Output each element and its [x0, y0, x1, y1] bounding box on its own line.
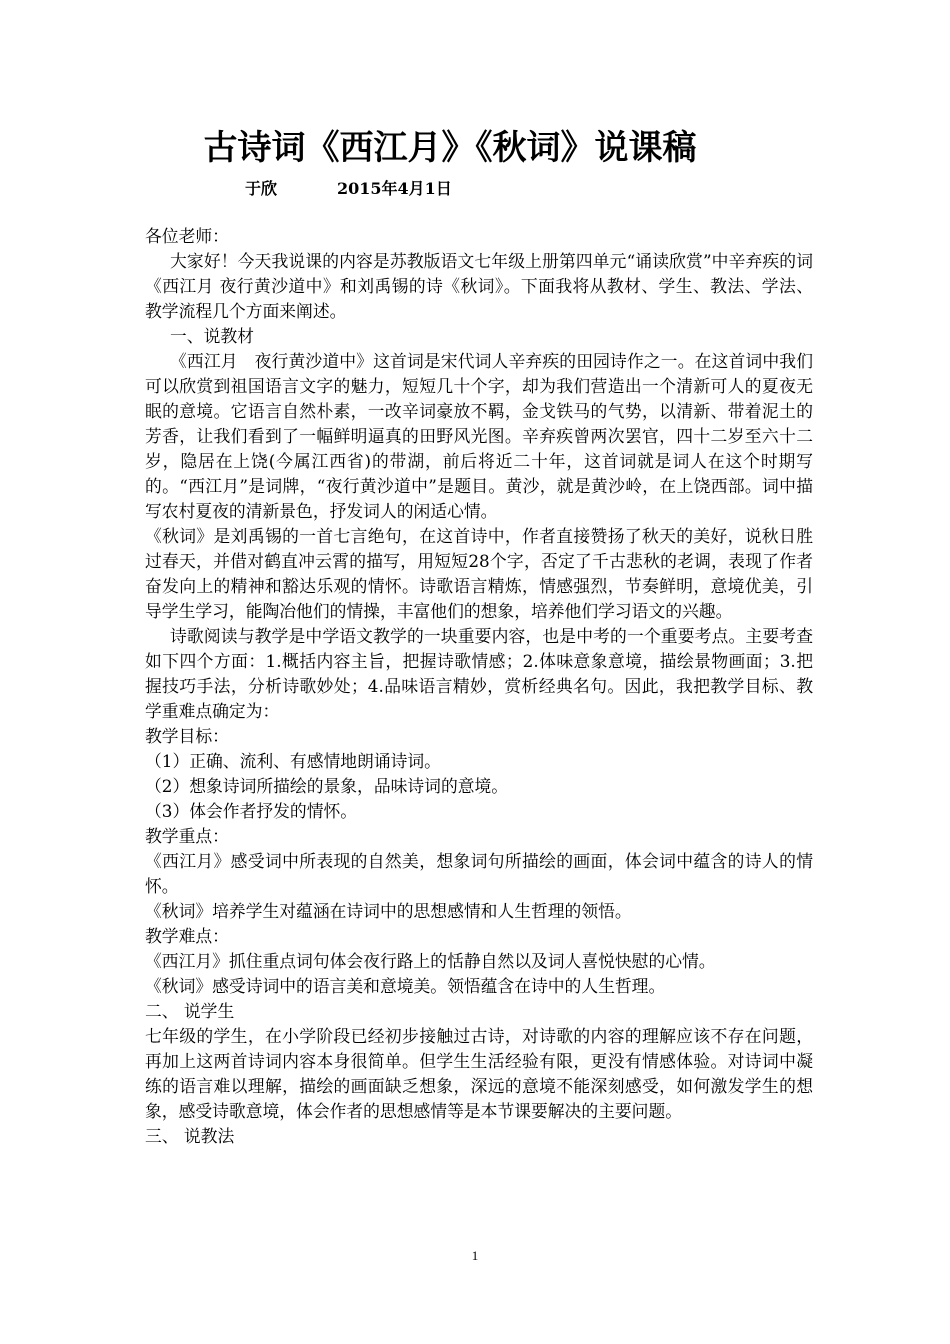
paragraph: 《秋词》培养学生对蕴涵在诗词中的思想感情和人生哲理的领悟。: [145, 901, 632, 921]
paragraph: 《西江月 夜行黄沙道中》这首词是宋代词人辛弃疾的田园诗作之一。在这首词中我们可以欣赏到祖国语言文字的魅力，短短几十个字，却为我们营造出一个清新可人的夏夜无眠的意境。它语言自然朴素，一改辛词豪放不羁，金戈铁马的气势，以清新、带着泥土的芳香，让我们看到了一幅鲜明逼真的田野风光图。辛弃疾曾两次罢官，四十二岁至六十二岁，隐居在上饶(今属江西省)的带湖，前后将近二十年，这首词就是词人在这个时期写的。“西江月”是词牌，“夜行黄沙道中”是题目。黄沙，就是黄沙岭，在上饶西部。词中描写农村夏夜的清新景色，抒发词人的闲适心情。: [145, 351, 813, 521]
paragraph: 《西江月》抓住重点词句体会夜行路上的恬静自然以及词人喜悦快慰的心情。: [145, 951, 716, 971]
subheading: 教学重点：: [145, 826, 229, 846]
paragraph: 大家好！今天我说课的内容是苏教版语文七年级上册第四单元“诵读欣赏”中辛弃疾的词《西江月 夜行黄沙道中》和刘禹锡的诗《秋词》。下面我将从教材、学生、教法、学法、教学流程几个方面来阐述。: [145, 251, 813, 321]
subheading: 教学难点：: [145, 926, 229, 946]
paragraph: 各位老师：: [145, 226, 229, 246]
paragraph: 《秋词》是刘禹锡的一首七言绝句，在这首诗中，作者直接赞扬了秋天的美好，说秋日胜过春天，并借对鹤直冲云霄的描写，用短短28个字，否定了千古悲秋的老调，表现了作者奋发向上的精神和豁达乐观的情怀。诗歌语言精炼，情感强烈，节奏鲜明，意境优美，引导学生学习，能陶冶他们的情操，丰富他们的想象，培养他们学习语文的兴趣。: [145, 526, 813, 621]
list-item: （1）正确、流利、有感情地朗诵诗词。: [145, 751, 441, 771]
paragraph: 《西江月》感受词中所表现的自然美，想象词句所描绘的画面，体会词中蕴含的诗人的情怀。: [145, 851, 813, 896]
list-item: （2）想象诗词所描绘的景象，品味诗词的意境。: [145, 776, 509, 796]
document-body: [145, 224, 813, 1149]
document-date: 2015年4月1日: [337, 179, 452, 198]
section-heading: 一、说教材: [170, 326, 254, 346]
section-heading: 三、 说教法: [145, 1126, 235, 1146]
paragraph: 《秋词》感受诗词中的语言美和意境美。领悟蕴含在诗中的人生哲理。: [145, 976, 666, 996]
paragraph: 诗歌阅读与教学是中学语文教学的一块重要内容，也是中考的一个重要考点。主要考查如下四个方面：1.概括内容主旨，把握诗歌情感；2.体味意象意境，描绘景物画面；3.把握技巧手法，分析诗歌妙处；4.品味语言精妙，赏析经典名句。因此，我把教学目标、教学重难点确定为：: [145, 626, 813, 721]
page-number: 1: [471, 1248, 479, 1263]
paragraph: 七年级的学生，在小学阶段已经初步接触过古诗，对诗歌的内容的理解应该不存在问题，再加上这两首诗词内容本身很简单。但学生生活经验有限，更没有情感体验。对诗词中凝练的语言难以理解，描绘的画面缺乏想象，深远的意境不能深刻感受，如何激发学生的想象，感受诗歌意境，体会作者的思想感情等是本节课要解决的主要问题。: [145, 1026, 813, 1121]
page-title: 古诗词《西江月》《秋词》说课稿: [203, 128, 697, 168]
section-heading: 二、 说学生: [145, 1001, 235, 1021]
list-item: （3）体会作者抒发的情怀。: [145, 801, 358, 821]
byline: [245, 178, 452, 200]
subheading: 教学目标：: [145, 726, 229, 746]
author-name: 于欣: [245, 179, 278, 198]
